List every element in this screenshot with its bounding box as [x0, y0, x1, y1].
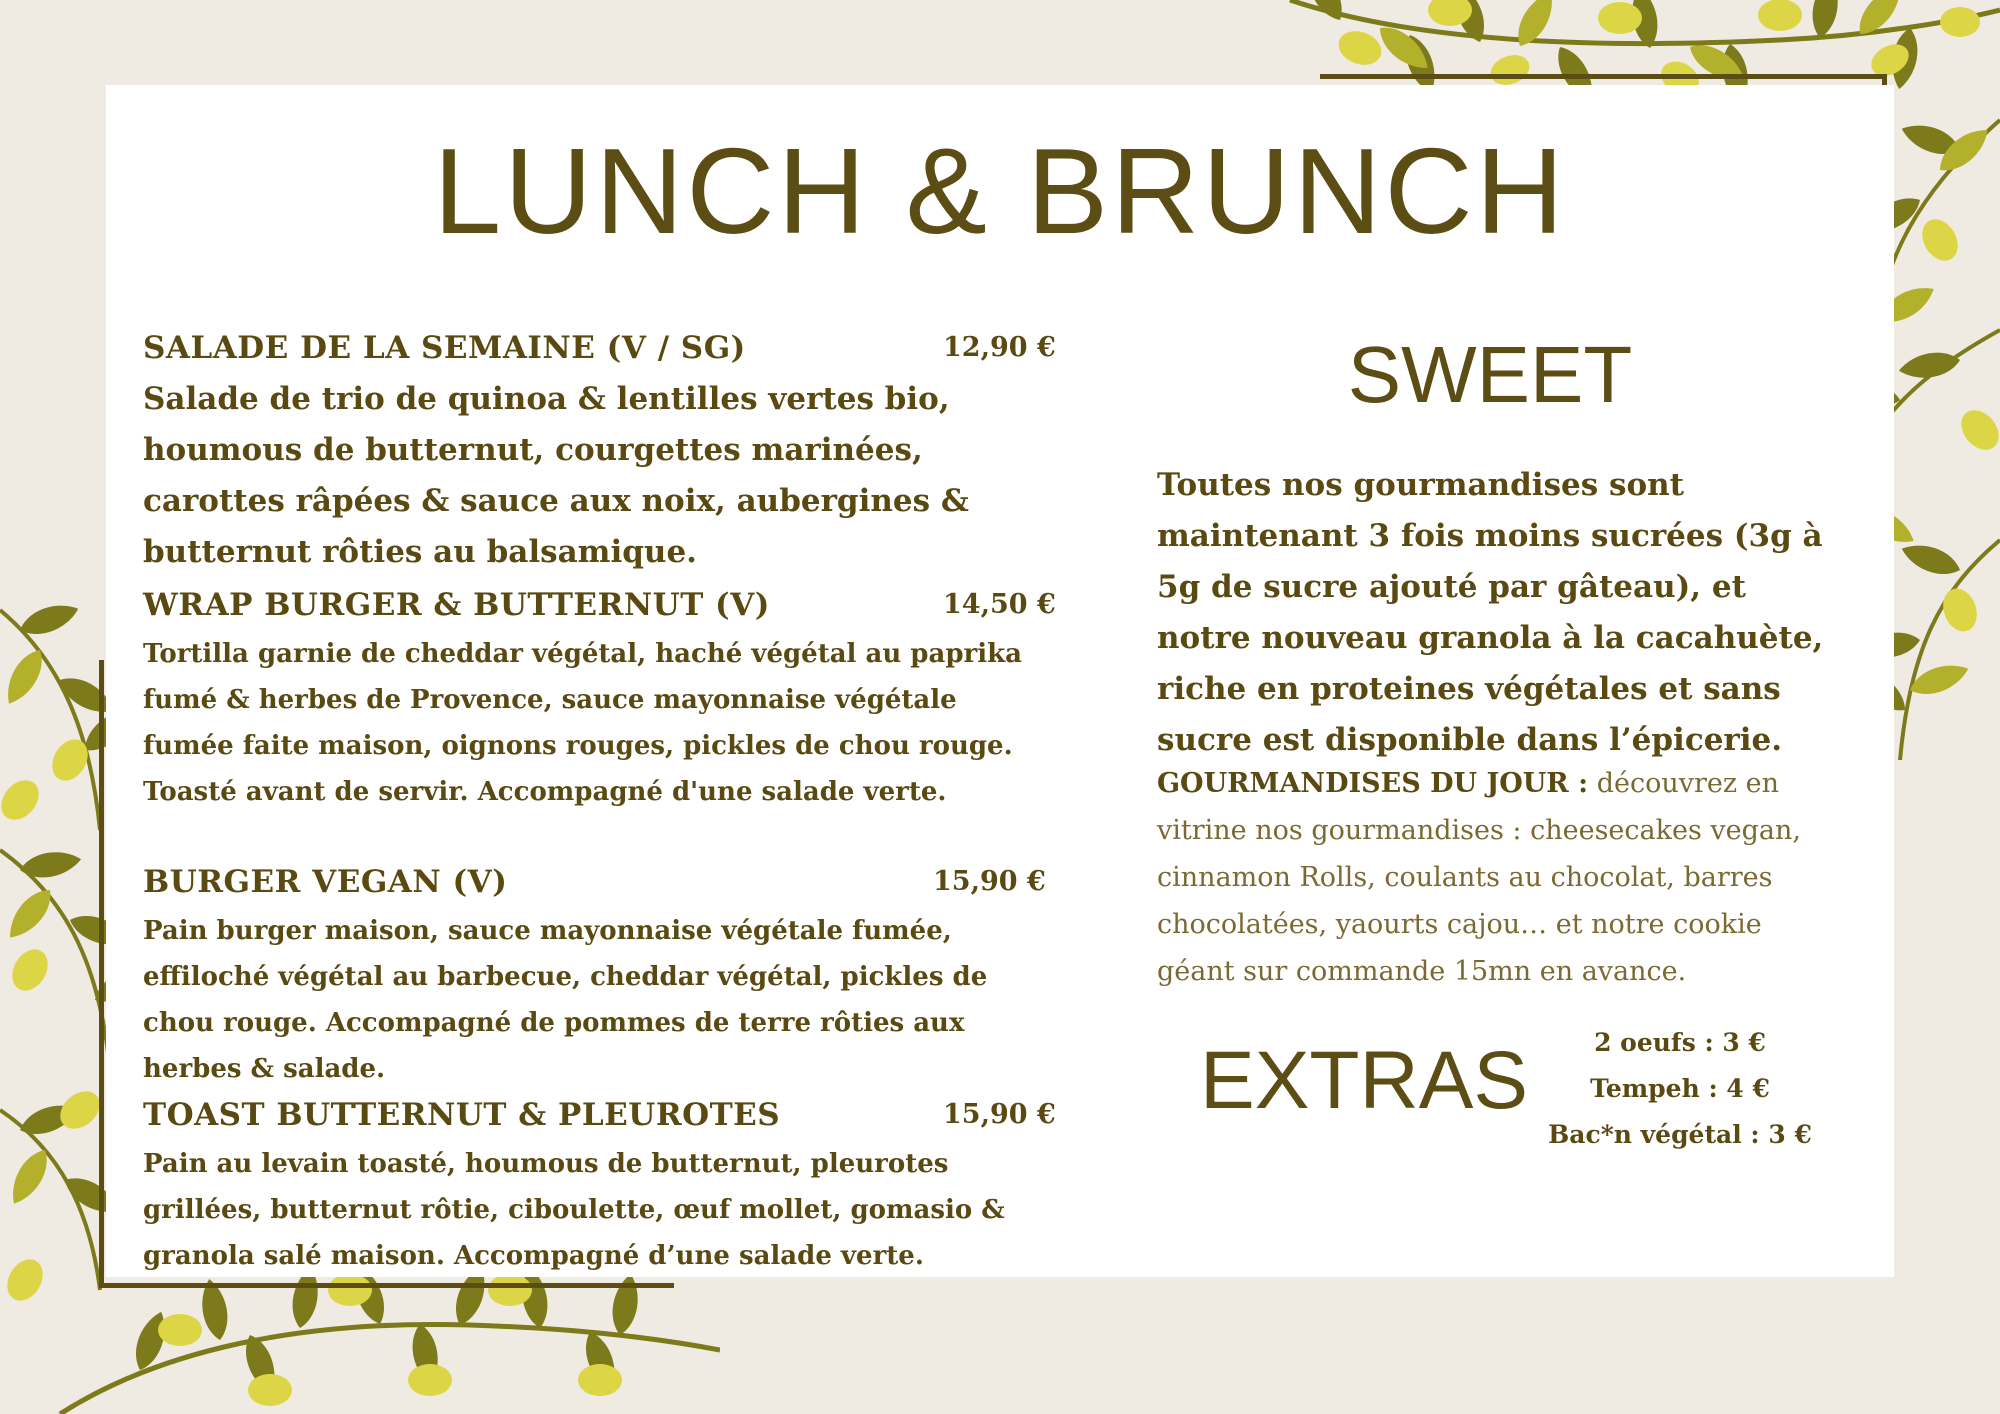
- item-price: 12,90 €: [943, 332, 1056, 363]
- extra-item: 2 oeufs : 3 €: [1594, 1028, 1766, 1057]
- daily-treats: [1157, 760, 1837, 995]
- menu-title-ampersand: &: [905, 123, 990, 259]
- extras-title: EXTRAS: [1200, 1035, 1529, 1126]
- frame-line-top-right-horizontal: [1320, 74, 1887, 79]
- item-name: BURGER VEGAN (V): [143, 864, 508, 900]
- sweet-intro: Toutes nos gourmandises sont maintenant 3 fois moins sucrées (3g à 5g de sucre ajouté par gâteau), et notre nouveau granola à la cacahuète, riche en proteines végétales et sans sucre est disponible dans l’épicerie.: [1157, 467, 1824, 758]
- item-description: Pain au levain toasté, houmous de butternut, pleurotes grillées, butternut rôtie, ciboulette, œuf mollet, gomasio & granola salé maison. Accompagné d’une salade verte.: [143, 1149, 1005, 1271]
- menu-item-toast: [143, 1097, 1056, 1279]
- item-price: 15,90 €: [943, 1099, 1056, 1130]
- menu-item-salade: [143, 330, 1056, 578]
- item-name: WRAP BURGER & BUTTERNUT (V): [143, 587, 770, 623]
- item-price: 15,90 €: [933, 866, 1046, 897]
- item-description: Pain burger maison, sauce mayonnaise végétale fumée, effiloché végétal au barbecue, cheddar végétal, pickles de chou rouge. Accompagné de pommes de terre rôties aux herbes & salade.: [143, 916, 988, 1084]
- menu-title: [0, 123, 2000, 259]
- item-description: Salade de trio de quinoa & lentilles vertes bio, houmous de butternut, courgettes marinées, carottes râpées & sauce aux noix, aubergines & butternut rôties au balsamique.: [143, 381, 969, 570]
- menu-title-brunch: BRUNCH: [1026, 123, 1567, 259]
- menu-title-lunch: LUNCH: [433, 123, 869, 259]
- daily-treats-text: découvrez en vitrine nos gourmandises : cheesecakes vegan, cinnamon Rolls, coulants au chocolat, barres chocolatées, yaourts cajou… et notre cookie géant sur commande 15mn en avance.: [1157, 768, 1801, 987]
- sweet-title: SWEET: [1347, 330, 1633, 419]
- extra-item: Tempeh : 4 €: [1590, 1074, 1770, 1103]
- frame-line-bottom-left-horizontal: [99, 1283, 674, 1288]
- item-name: SALADE DE LA SEMAINE (V / SG): [143, 330, 746, 366]
- frame-line-bottom-left-vertical: [99, 660, 104, 1288]
- item-name: TOAST BUTTERNUT & PLEUROTES: [143, 1097, 781, 1133]
- item-description: Tortilla garnie de cheddar végétal, haché végétal au paprika fumé & herbes de Provence, sauce mayonnaise végétale fumée faite maison, oignons rouges, pickles de chou rouge. Toasté avant de servir. Accompagné d'une salade verte.: [143, 639, 1022, 807]
- extras-list: [1530, 1020, 1830, 1158]
- item-price: 14,50 €: [943, 589, 1056, 620]
- daily-treats-label: GOURMANDISES DU JOUR :: [1157, 768, 1589, 799]
- menu-item-wrap-burger: [143, 587, 1056, 815]
- menu-item-burger-vegan: [143, 864, 1046, 1092]
- extra-item: Bac*n végétal : 3 €: [1548, 1120, 1812, 1149]
